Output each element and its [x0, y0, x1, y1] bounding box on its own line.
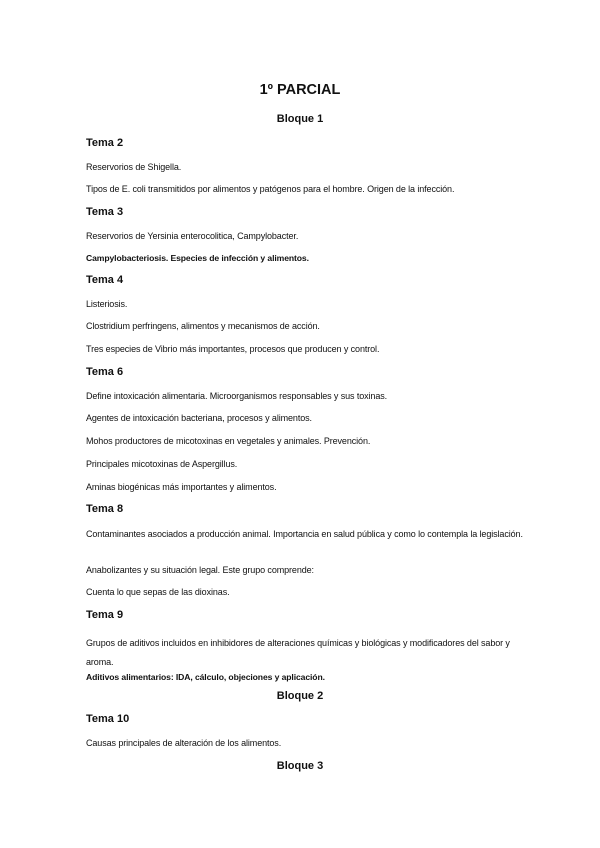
question-line: Clostridium perfringens, alimentos y mecanismos de acción. — [86, 321, 320, 331]
tema-heading: Tema 8 — [86, 503, 124, 515]
question-line: Define intoxicación alimentaria. Microorganismos responsables y sus toxinas. — [86, 391, 388, 401]
page-title: 1º PARCIAL — [259, 82, 341, 98]
question-line: Cuenta lo que sepas de las dioxinas. — [86, 587, 230, 597]
question-line: Grupos de aditivos incluidos en inhibidores de alteraciones químicas y biológicas y modificadores del sabor y aroma. — [86, 638, 510, 667]
bloque-heading-3: Bloque 3 — [276, 760, 324, 772]
tema-heading: Tema 10 — [86, 713, 130, 725]
question-line: Listeriosis. — [86, 299, 128, 309]
question-line: Aminas biogénicas más importantes y alimentos. — [86, 482, 277, 492]
question-line: Tres especies de Vibrio más importantes, procesos que producen y control. — [86, 344, 380, 354]
question-line: Contaminantes asociados a producción animal. Importancia en salud pública y como lo contempla la legislación. — [86, 529, 523, 539]
question-line: Agentes de intoxicación bacteriana, procesos y alimentos. — [86, 413, 312, 423]
question-line: Campylobacteriosis. Especies de infección y alimentos. — [86, 253, 309, 263]
question-line: Causas principales de alteración de los alimentos. — [86, 738, 282, 748]
bloque-heading-1: Bloque 1 — [276, 113, 324, 125]
tema-heading: Tema 4 — [86, 274, 124, 286]
question-line: Anabolizantes y su situación legal. Este grupo comprende: — [86, 565, 314, 575]
question-line: Reservorios de Shigella. — [86, 162, 182, 172]
bloque-heading-2: Bloque 2 — [276, 690, 324, 702]
question-line: Tipos de E. coli transmitidos por alimentos y patógenos para el hombre. Origen de la infección. — [86, 184, 455, 194]
tema-heading: Tema 6 — [86, 366, 124, 378]
question-line: Mohos productores de micotoxinas en vegetales y animales. Prevención. — [86, 436, 371, 446]
question-line: Reservorios de Yersinia enterocolitica, Campylobacter. — [86, 231, 299, 241]
question-line: Aditivos alimentarios: IDA, cálculo, objeciones y aplicación. — [86, 672, 325, 682]
tema-heading: Tema 2 — [86, 137, 124, 149]
question-line: Principales micotoxinas de Aspergillus. — [86, 459, 238, 469]
tema-heading: Tema 3 — [86, 206, 124, 218]
tema-heading: Tema 9 — [86, 609, 124, 621]
